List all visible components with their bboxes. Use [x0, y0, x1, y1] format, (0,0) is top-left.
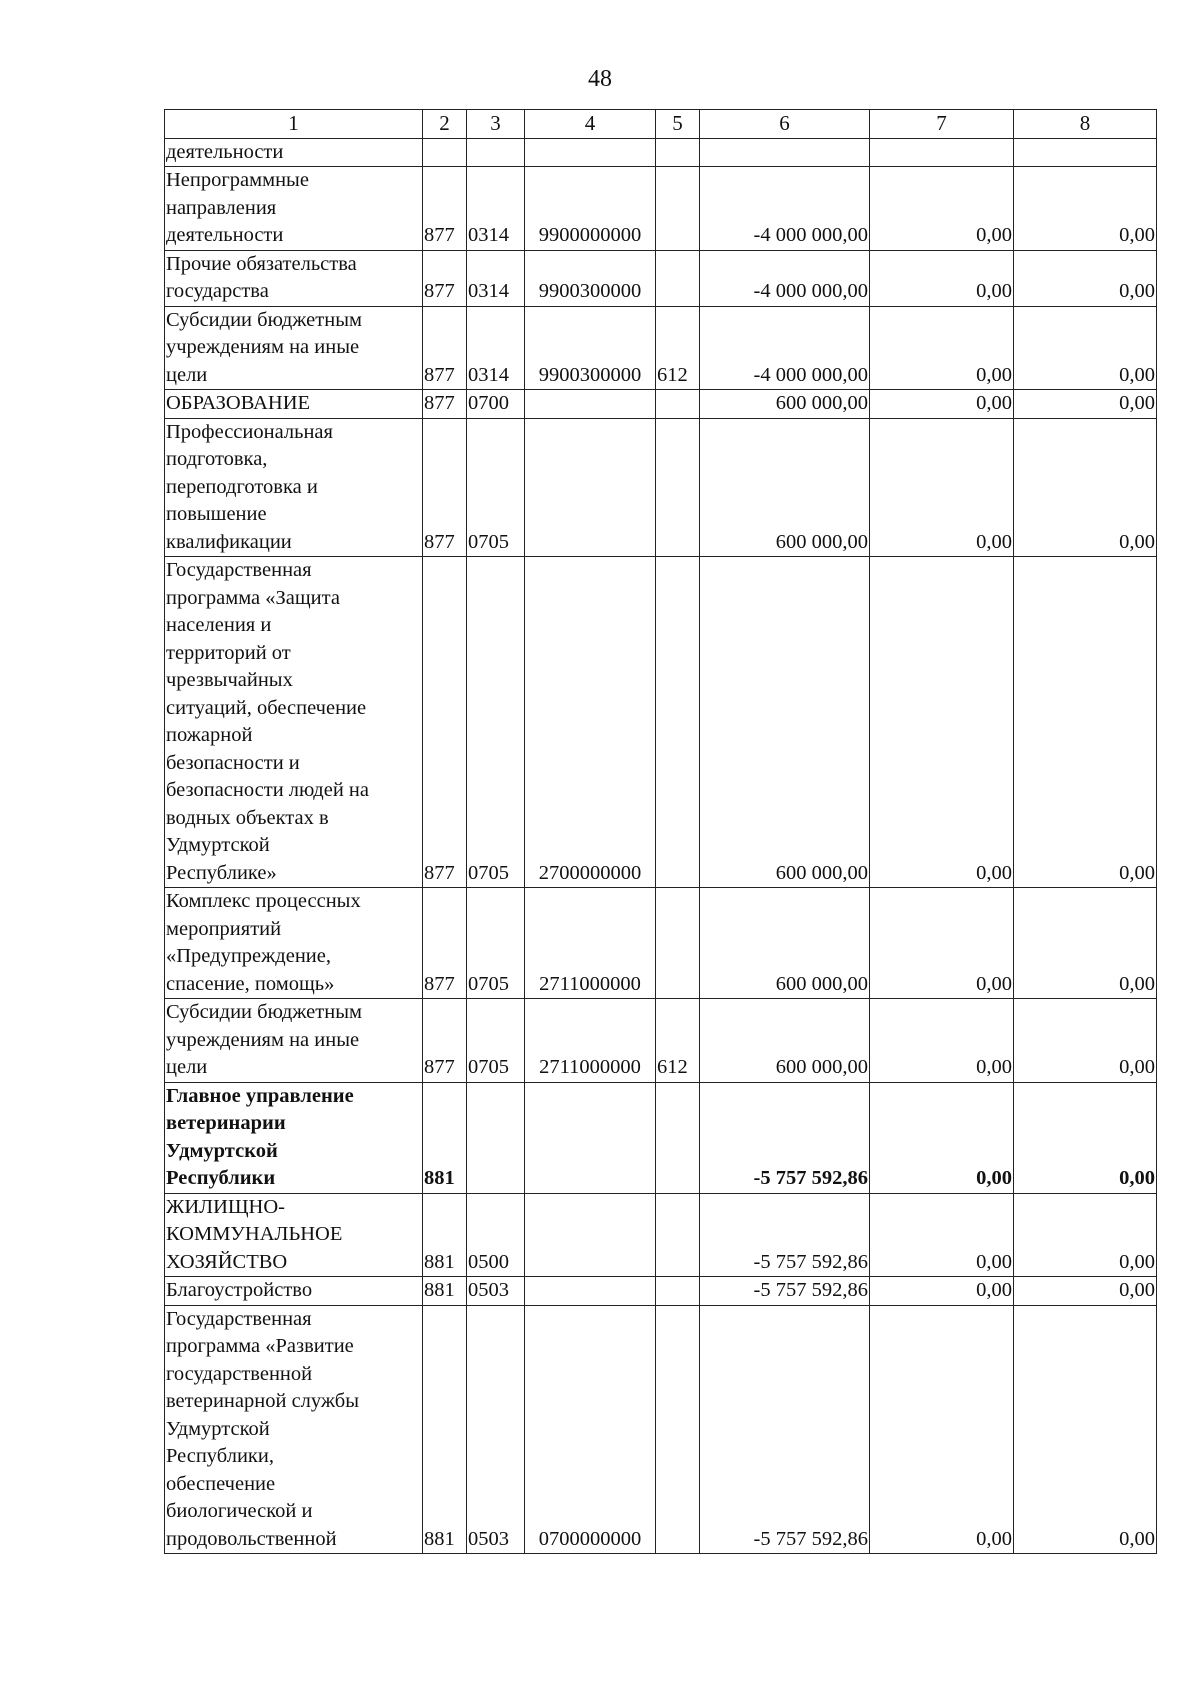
column-header: 4 [525, 110, 656, 139]
item-name-line: цели [166, 363, 208, 386]
item-name-line: учреждениям на иные [166, 1028, 360, 1051]
gov-code-cell: 877 [423, 999, 467, 1083]
item-name-line: программа «Развитие [166, 1335, 354, 1357]
amount-cell: -5 757 592,86 [700, 1277, 870, 1306]
expense-type-cell [656, 1277, 700, 1306]
item-name-line: Республики, [166, 1445, 274, 1467]
expense-type-cell [656, 557, 700, 888]
section-code-cell: 0705 [467, 888, 525, 999]
amount-cell: 0,00 [1014, 1305, 1157, 1554]
amount-cell: 0,00 [870, 1193, 1014, 1277]
item-name-cell [165, 1305, 423, 1554]
gov-code-cell: 877 [423, 418, 467, 557]
gov-code-cell: 881 [423, 1193, 467, 1277]
amount-cell: -4 000 000,00 [700, 250, 870, 306]
amount-cell: -5 757 592,86 [700, 1305, 870, 1554]
table-row [165, 306, 1157, 390]
target-article-cell [525, 418, 656, 557]
item-name-cell [165, 167, 423, 251]
page-number: 48 [588, 66, 612, 92]
table-row [165, 1193, 1157, 1277]
item-name-line: ветеринарии [166, 1112, 286, 1134]
amount-cell: 0,00 [870, 557, 1014, 888]
amount-cell: 0,00 [870, 418, 1014, 557]
amount-cell [870, 138, 1014, 167]
gov-code-cell: 881 [423, 1277, 467, 1306]
table-row [165, 999, 1157, 1083]
table-row [165, 888, 1157, 999]
target-article-cell [525, 1277, 656, 1306]
item-name-line: биологической и [166, 1500, 313, 1522]
item-name-line: обеспечение [166, 1472, 276, 1495]
section-code-cell: 0314 [467, 167, 525, 251]
item-name-line: подготовка, [166, 448, 268, 470]
amount-cell: 0,00 [1014, 167, 1157, 251]
target-article-cell [525, 1082, 656, 1193]
item-name-line: продовольственной [166, 1527, 337, 1550]
amount-cell: 0,00 [870, 306, 1014, 390]
expense-type-cell [656, 1193, 700, 1277]
gov-code-cell: 877 [423, 390, 467, 419]
table-row [165, 390, 1157, 419]
item-name-line: программа «Защита [166, 586, 340, 609]
table-row [165, 1277, 1157, 1306]
item-name-line: Профессиональная [166, 420, 333, 443]
target-article-cell: 2711000000 [525, 999, 656, 1083]
target-article-cell: 0700000000 [525, 1305, 656, 1554]
item-name-cell [165, 999, 423, 1083]
amount-cell: 0,00 [1014, 306, 1157, 390]
gov-code-cell: 877 [423, 250, 467, 306]
item-name-line: безопасности и [166, 751, 300, 774]
item-name-line: водных объектах в [166, 806, 329, 829]
table-row [165, 1082, 1157, 1193]
item-name-line: цели [166, 1056, 208, 1078]
amount-cell: 0,00 [1014, 999, 1157, 1083]
item-name-line: государства [166, 280, 269, 302]
amount-cell: 0,00 [870, 1277, 1014, 1306]
item-name-cell [165, 888, 423, 999]
amount-cell: 0,00 [1014, 1277, 1157, 1306]
expense-type-cell [656, 888, 700, 999]
expense-type-cell [656, 138, 700, 167]
column-header: 6 [700, 110, 870, 139]
item-name-line: деятельности [166, 224, 284, 246]
expense-type-cell [656, 167, 700, 251]
item-name-cell [165, 1277, 423, 1306]
section-code-cell: 0314 [467, 306, 525, 390]
item-name-line: Главное управление [166, 1084, 354, 1107]
item-name-line: повышение [166, 503, 267, 525]
gov-code-cell: 881 [423, 1082, 467, 1193]
expense-type-cell [656, 418, 700, 557]
amount-cell: 0,00 [870, 1082, 1014, 1193]
gov-code-cell: 881 [423, 1305, 467, 1554]
target-article-cell [525, 138, 656, 167]
item-name-line: деятельности [166, 140, 284, 163]
budget-table [164, 109, 1157, 1554]
expense-type-cell [656, 250, 700, 306]
item-name-line: направления [166, 196, 277, 219]
item-name-line: квалификации [166, 530, 292, 553]
amount-cell: 0,00 [870, 1305, 1014, 1554]
amount-cell: 0,00 [870, 250, 1014, 306]
table-row [165, 1305, 1157, 1554]
amount-cell: 600 000,00 [700, 888, 870, 999]
gov-code-cell: 877 [423, 557, 467, 888]
column-header: 7 [870, 110, 1014, 139]
item-name-cell [165, 390, 423, 419]
column-header: 1 [165, 110, 423, 139]
expense-type-cell [656, 1082, 700, 1193]
item-name-line: ЖИЛИЩНО- [166, 1195, 285, 1218]
gov-code-cell: 877 [423, 306, 467, 390]
table-row [165, 250, 1157, 306]
table-row [165, 167, 1157, 251]
table-row [165, 138, 1157, 167]
section-code-cell: 0705 [467, 557, 525, 888]
item-name-cell [165, 306, 423, 390]
item-name-cell [165, 138, 423, 167]
item-name-line: Удмуртской [166, 834, 270, 856]
gov-code-cell: 877 [423, 888, 467, 999]
item-name-line: Республике» [166, 861, 277, 884]
column-header: 8 [1014, 110, 1157, 139]
target-article-cell: 2700000000 [525, 557, 656, 888]
item-name-line: Удмуртской [166, 1417, 270, 1440]
gov-code-cell [423, 138, 467, 167]
amount-cell: 0,00 [870, 167, 1014, 251]
item-name-line: Комплекс процессных [166, 890, 361, 912]
column-header: 5 [656, 110, 700, 139]
amount-cell: 0,00 [1014, 557, 1157, 888]
item-name-cell [165, 1193, 423, 1277]
item-name-line: «Предупреждение, [166, 945, 331, 967]
item-name-cell [165, 1082, 423, 1193]
column-number-row [165, 110, 1157, 139]
item-name-line: Государственная [166, 559, 312, 581]
item-name-line: Государственная [166, 1307, 312, 1330]
amount-cell: 0,00 [1014, 1082, 1157, 1193]
section-code-cell: 0503 [467, 1305, 525, 1554]
amount-cell: 0,00 [1014, 250, 1157, 306]
item-name-cell [165, 557, 423, 888]
expense-type-cell: 612 [656, 306, 700, 390]
expense-type-cell [656, 1305, 700, 1554]
section-code-cell: 0705 [467, 999, 525, 1083]
item-name-line: Прочие обязательства [166, 252, 357, 275]
amount-cell: 0,00 [870, 390, 1014, 419]
item-name-line: населения и [166, 614, 272, 636]
amount-cell: -5 757 592,86 [700, 1193, 870, 1277]
amount-cell: -5 757 592,86 [700, 1082, 870, 1193]
item-name-line: ситуаций, обеспечение [166, 696, 367, 719]
target-article-cell: 2711000000 [525, 888, 656, 999]
gov-code-cell: 877 [423, 167, 467, 251]
item-name-line: спасение, помощь» [166, 972, 335, 995]
amount-cell [700, 138, 870, 167]
amount-cell: 0,00 [1014, 888, 1157, 999]
item-name-line: территорий от [166, 641, 291, 664]
column-header: 3 [467, 110, 525, 139]
item-name-line: безопасности людей на [166, 779, 369, 801]
table-body [165, 138, 1157, 1554]
item-name-cell [165, 250, 423, 306]
item-name-line: КОММУНАЛЬНОЕ [166, 1223, 343, 1245]
target-article-cell [525, 1193, 656, 1277]
item-name-line: учреждениям на иные [166, 336, 360, 358]
item-name-cell [165, 418, 423, 557]
item-name-line: Благоустройство [166, 1279, 313, 1301]
amount-cell: 600 000,00 [700, 418, 870, 557]
target-article-cell: 9900300000 [525, 250, 656, 306]
target-article-cell: 9900000000 [525, 167, 656, 251]
item-name-line: ОБРАЗОВАНИЕ [166, 392, 311, 414]
table-row [165, 418, 1157, 557]
amount-cell: -4 000 000,00 [700, 306, 870, 390]
amount-cell: 0,00 [1014, 1193, 1157, 1277]
target-article-cell: 9900300000 [525, 306, 656, 390]
item-name-line: чрезвычайных [166, 669, 293, 691]
section-code-cell [467, 138, 525, 167]
expense-type-cell: 612 [656, 999, 700, 1083]
item-name-line: пожарной [166, 724, 253, 746]
column-header: 2 [423, 110, 467, 139]
item-name-line: Республики [166, 1167, 276, 1189]
expense-type-cell [656, 390, 700, 419]
table-row [165, 557, 1157, 888]
item-name-line: Субсидии бюджетным [166, 1001, 362, 1023]
item-name-line: Субсидии бюджетным [166, 308, 362, 331]
amount-cell: -4 000 000,00 [700, 167, 870, 251]
target-article-cell [525, 390, 656, 419]
amount-cell [1014, 138, 1157, 167]
section-code-cell: 0500 [467, 1193, 525, 1277]
item-name-line: мероприятий [166, 917, 282, 940]
item-name-line: Непрограммные [166, 169, 309, 191]
item-name-line: государственной [166, 1362, 313, 1385]
amount-cell: 0,00 [1014, 418, 1157, 557]
section-code-cell: 0314 [467, 250, 525, 306]
section-code-cell [467, 1082, 525, 1193]
amount-cell: 0,00 [870, 888, 1014, 999]
section-code-cell: 0705 [467, 418, 525, 557]
section-code-cell: 0503 [467, 1277, 525, 1306]
amount-cell: 600 000,00 [700, 999, 870, 1083]
amount-cell: 600 000,00 [700, 390, 870, 419]
item-name-line: ХОЗЯЙСТВО [166, 1250, 288, 1273]
item-name-line: ветеринарной службы [166, 1390, 359, 1412]
amount-cell: 0,00 [870, 999, 1014, 1083]
item-name-line: Удмуртской [166, 1139, 278, 1162]
amount-cell: 0,00 [1014, 390, 1157, 419]
item-name-line: переподготовка и [166, 475, 318, 498]
amount-cell: 600 000,00 [700, 557, 870, 888]
section-code-cell: 0700 [467, 390, 525, 419]
